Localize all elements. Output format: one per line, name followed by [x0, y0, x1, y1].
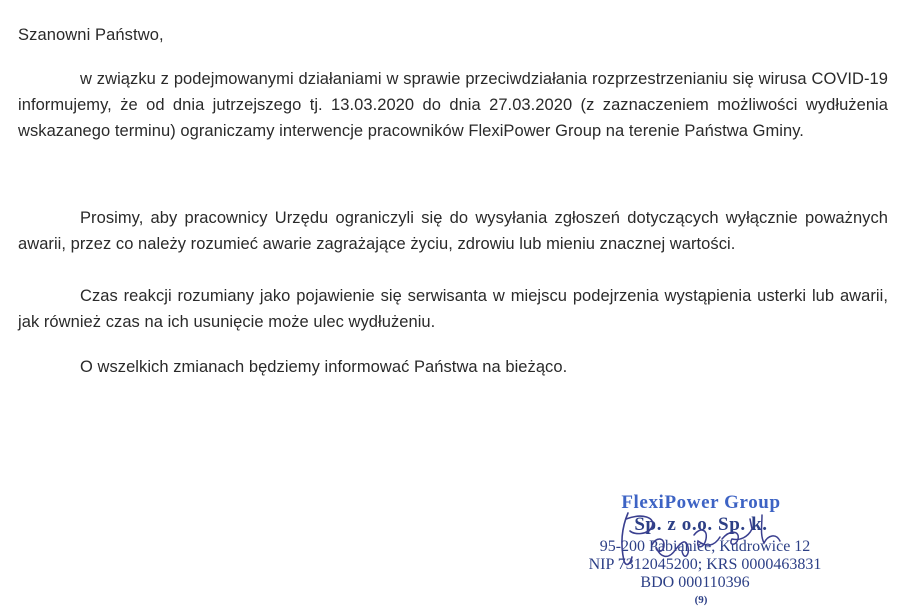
stamp-serial-number: (9) — [694, 594, 708, 606]
company-stamp — [566, 492, 836, 609]
letter-paragraph-2: Prosimy, aby pracownicy Urzędu ograniczyli się do wysyłania zgłoszeń dotyczących wyłącznie poważnych awarii, przez co należy rozumieć awarie zagrażające życiu, zdrowiu lub mieniu znacznej wartości. — [18, 209, 888, 253]
stamp-bdo-number: BDO 000110396 — [640, 574, 750, 591]
letter-greeting: Szanowni Państwo, — [18, 26, 164, 44]
letter-paragraph-3: Czas reakcji rozumiany jako pojawienie się serwisanta w miejscu podejrzenia wystąpienia usterki lub awarii, jak również czas na ich usunięcie może ulec wydłużeniu. — [18, 287, 888, 331]
letter-paragraph-1: w związku z podejmowanymi działaniami w sprawie przeciwdziałania rozprzestrzenianiu się wirusa COVID-19 informujemy, że od dnia jutrzejszego tj. 13.03.2020 do dnia 27.03.2020 (z zaznaczeniem możliwości wydłużenia wskazanego terminu) ograniczamy interwencje pracowników FlexiPower Group na terenie Państwa Gminy. — [18, 70, 888, 140]
stamp-address: 95-200 Pabianice, Kudrowice 12 — [599, 538, 811, 555]
stamp-legal-form: Sp. z o.o. Sp. k. — [634, 514, 768, 535]
letter-paragraph-4: O wszelkich zmianach będziemy informować Państwa na bieżąco. — [80, 358, 568, 376]
stamp-company-name: FlexiPower Group — [621, 492, 781, 513]
stamp-registration-ids: NIP 7312045200; KRS 0000463831 — [588, 556, 822, 573]
